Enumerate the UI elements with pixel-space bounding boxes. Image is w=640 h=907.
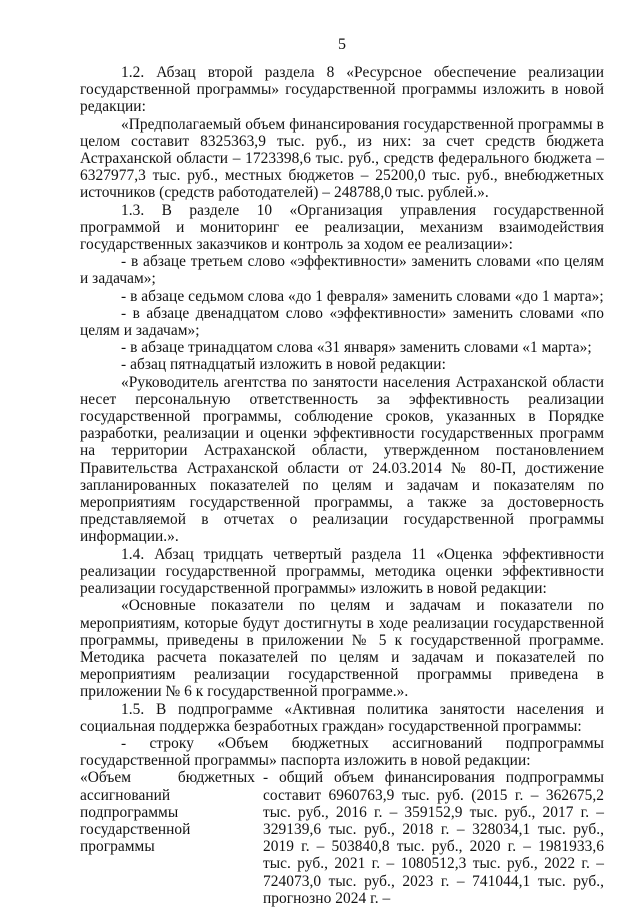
list-item-abzac-13: - в абзаце тринадцатом слова «31 января» заменить словами «1 марта»;: [121, 339, 592, 357]
list-item-passport-row: - строку «Объем бюджетных ассигнований подпрограммы государственной программы» паспорта изложить в новой редакции:: [80, 734, 604, 770]
paragraph-1-5: 1.5. В подпрограмме «Активная политика занятости населения и социальная поддержка безработных граждан» государственной программы:: [80, 700, 604, 735]
paragraph-indicators-quote: «Основные показатели по целям и задачам и показатели по мероприятиям, которые будут достигнуты в ходе реализации государственной программы, приведены в приложении № 5 к государственной программе. Методика расчета показателей по целям и задачам и показателей по мероприятиям реализации государственной программы приведена в приложении № 6 к государственной программе.».: [80, 597, 604, 701]
passport-table-value: - общий объем финансирования подпрограммы составит 6960763,9 тыс. руб. (2015 г. – 362675,2 тыс. руб., 2016 г. – 359152,9 тыс. руб., 2017 г. – 329139,6 тыс. руб., 2018 г. – 328034,1 тыс. руб., 2019 г. – 503840,8 тыс. руб., 2020 г. – 1981933,6 тыс. руб., 2021 г. – 1080512,3 тыс. руб., 2022 г. – 724073,0 тыс. руб., 2023 г. – 741044,1 тыс. руб., прогнозно 2024 г. –: [263, 769, 604, 907]
list-item-abzac-7: - в абзаце седьмом слова «до 1 февраля» заменить словами «до 1 марта»;: [121, 287, 604, 305]
paragraph-1-4: 1.4. Абзац тридцать четвертый раздела 11 «Оценка эффективности реализации государственной программы, методика оценки эффективности реализации государственной программы» изложить в новой редакции:: [80, 545, 604, 598]
paragraph-responsibility-quote: «Руководитель агентства по занятости населения Астраханской области несет персональную ответственность за эффективность реализации государственной программы, соблюдение сроков, указанных в Порядке разработки, реализации и оценки эффективности государственных программ на территории Астраханской области, утвержденном постановлением Правительства Астраханской области от 24.03.2014 № 80-П, достижение запланированных показателей по целям и задачам и показателям по мероприятиям государственной программы, а также за достоверность представляемой в отчетах о реализации государственной программы информации.».: [80, 373, 604, 546]
passport-table: [80, 769, 604, 907]
paragraph-financing-quote: «Предполагаемый объем финансирования государственной программы в целом составит 8325363,9 тыс. руб., из них: за счет средств бюджета Астраханской области – 1723398,6 тыс. руб., средств федерального бюджета – 6327977,3 тыс. руб., местных бюджетов – 25200,0 тыс. руб., внебюджетных источников (средств работодателей) – 248788,0 тыс. рублей.».: [80, 115, 604, 202]
page-number: 5: [338, 36, 346, 53]
list-item-abzac-3: - в абзаце третьем слово «эффективности» заменить словами «по целям и задачам»;: [80, 253, 604, 288]
paragraph-1-3: 1.3. В разделе 10 «Организация управления государственной программой и мониторинг ее реализации, механизм взаимодействия государственных заказчиков и контроль за ходом ее реализации»:: [80, 201, 604, 254]
passport-table-label: «Объем бюджетных ассигнований подпрограммы государственной программы: [80, 769, 255, 856]
document-body: [80, 64, 604, 907]
list-item-abzac-15: - абзац пятнадцатый изложить в новой редакции:: [121, 356, 446, 374]
list-item-abzac-12: - в абзаце двенадцатом слово «эффективности» заменить словами «по целям и задачам»;: [80, 304, 604, 340]
paragraph-1-2: 1.2. Абзац второй раздела 8 «Ресурсное обеспечение реализации государственной программы» государственной программы изложить в новой редакции:: [80, 64, 604, 116]
